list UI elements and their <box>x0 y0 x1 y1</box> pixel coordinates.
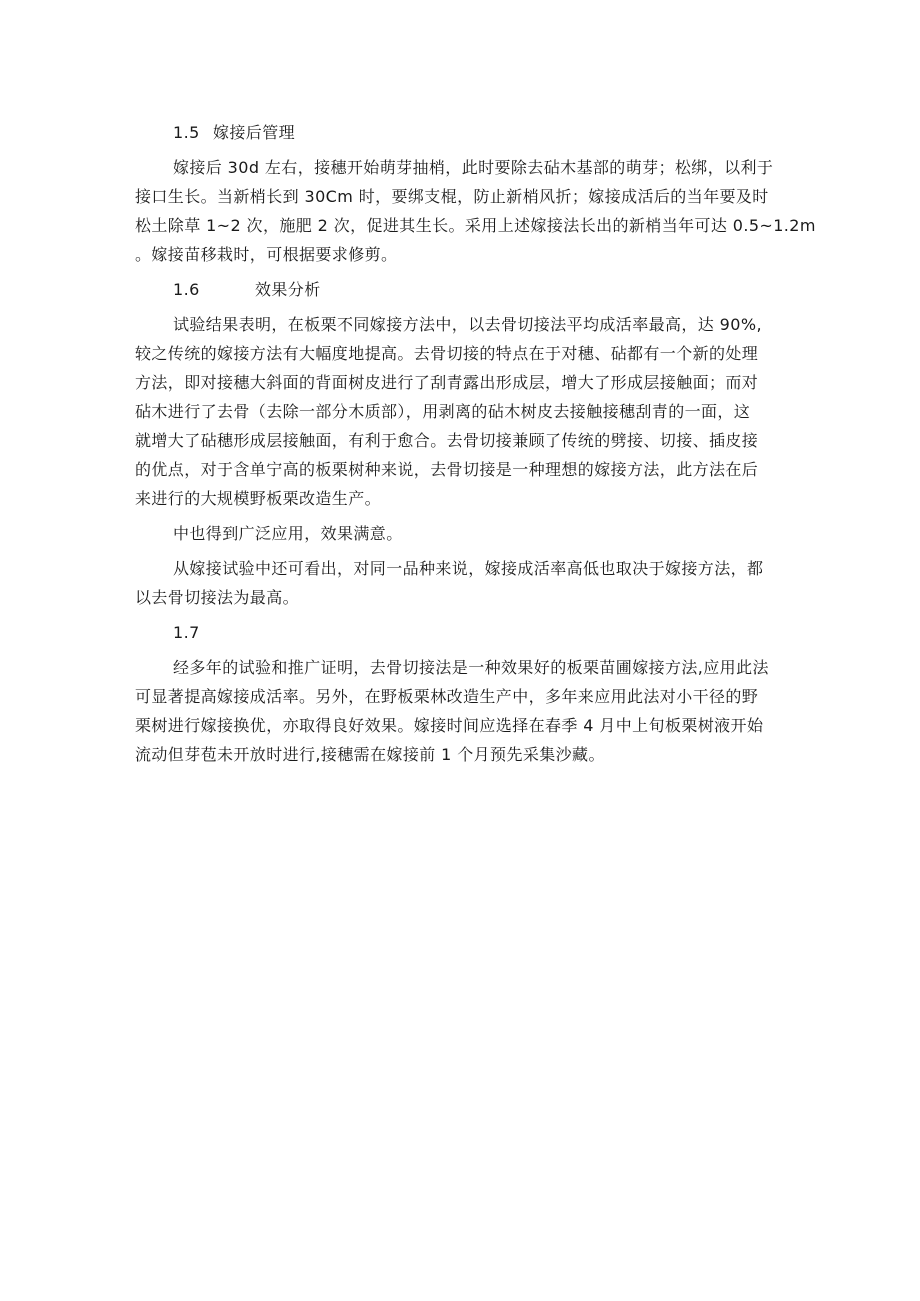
paragraph-line: 砧木进行了去骨（去除一部分木质部），用剥离的砧木树皮去接触接穗刮青的一面，这 <box>135 402 751 421</box>
paragraph-line: 松土除草 1~2 次，施肥 2 次，促进其生长。采用上述嫁接法长出的新梢当年可达 0.5~1.2m <box>135 216 816 235</box>
paragraph-line: 接口生长。当新梢长到 30Cm 时，要绑支棍，防止新梢风折；嫁接成活后的当年要及时 <box>135 187 769 206</box>
paragraph-line: 的优点，对于含单宁高的板栗树种来说，去骨切接是一种理想的嫁接方法，此方法在后 <box>135 460 759 479</box>
paragraph-line: 就增大了砧穗形成层接触面，有利于愈合。去骨切接兼顾了传统的劈接、切接、插皮接 <box>135 431 759 450</box>
paragraph-line: 来进行的大规模野板栗改造生产。 <box>135 489 382 508</box>
paragraph-line: 以去骨切接法为最高。 <box>135 588 300 607</box>
section-number: 1.6 <box>173 280 200 299</box>
section-title: 嫁接后管理 <box>213 123 296 142</box>
paragraph-line: 中也得到广泛应用，效果满意。 <box>173 524 403 543</box>
paragraph-line: 试验结果表明，在板栗不同嫁接方法中，以去骨切接法平均成活率最高，达 90%, <box>173 315 762 334</box>
section-heading-1-7 <box>135 618 785 647</box>
paragraph-line: 从嫁接试验中还可看出，对同一品种来说，嫁接成活率高低也取决于嫁接方法，都 <box>173 559 764 578</box>
paragraph-line: 方法，即对接穗大斜面的背面树皮进行了刮青露出形成层，增大了形成层接触面；而对 <box>135 373 759 392</box>
paragraph-line: 栗树进行嫁接换优，亦取得良好效果。嫁接时间应选择在春季 4 月中上旬板栗树液开始 <box>135 716 764 735</box>
paragraph-line: 嫁接后 30d 左右，接穗开始萌芽抽梢，此时要除去砧木基部的萌芽；松绑，以利于 <box>173 158 774 177</box>
section-heading-1-5 <box>135 118 785 147</box>
section-number: 1.5 <box>173 123 200 142</box>
section-title: 效果分析 <box>255 280 321 299</box>
section-number: 1.7 <box>173 623 200 642</box>
paragraph-line: 流动但芽苞未开放时进行,接穗需在嫁接前 1 个月预先采集沙藏。 <box>135 745 605 764</box>
paragraph-line: 。嫁接苗移栽时，可根据要求修剪。 <box>135 245 398 264</box>
document-body <box>135 118 816 769</box>
paragraph-line: 经多年的试验和推广证明，去骨切接法是一种效果好的板栗苗圃嫁接方法,应用此法 <box>173 658 769 677</box>
paragraph-line: 较之传统的嫁接方法有大幅度地提高。去骨切接的特点在于对穗、砧都有一个新的处理 <box>135 344 759 363</box>
section-heading-1-6 <box>135 275 785 304</box>
paragraph-line: 可显著提高嫁接成活率。另外，在野板栗林改造生产中，多年来应用此法对小干径的野 <box>135 687 759 706</box>
